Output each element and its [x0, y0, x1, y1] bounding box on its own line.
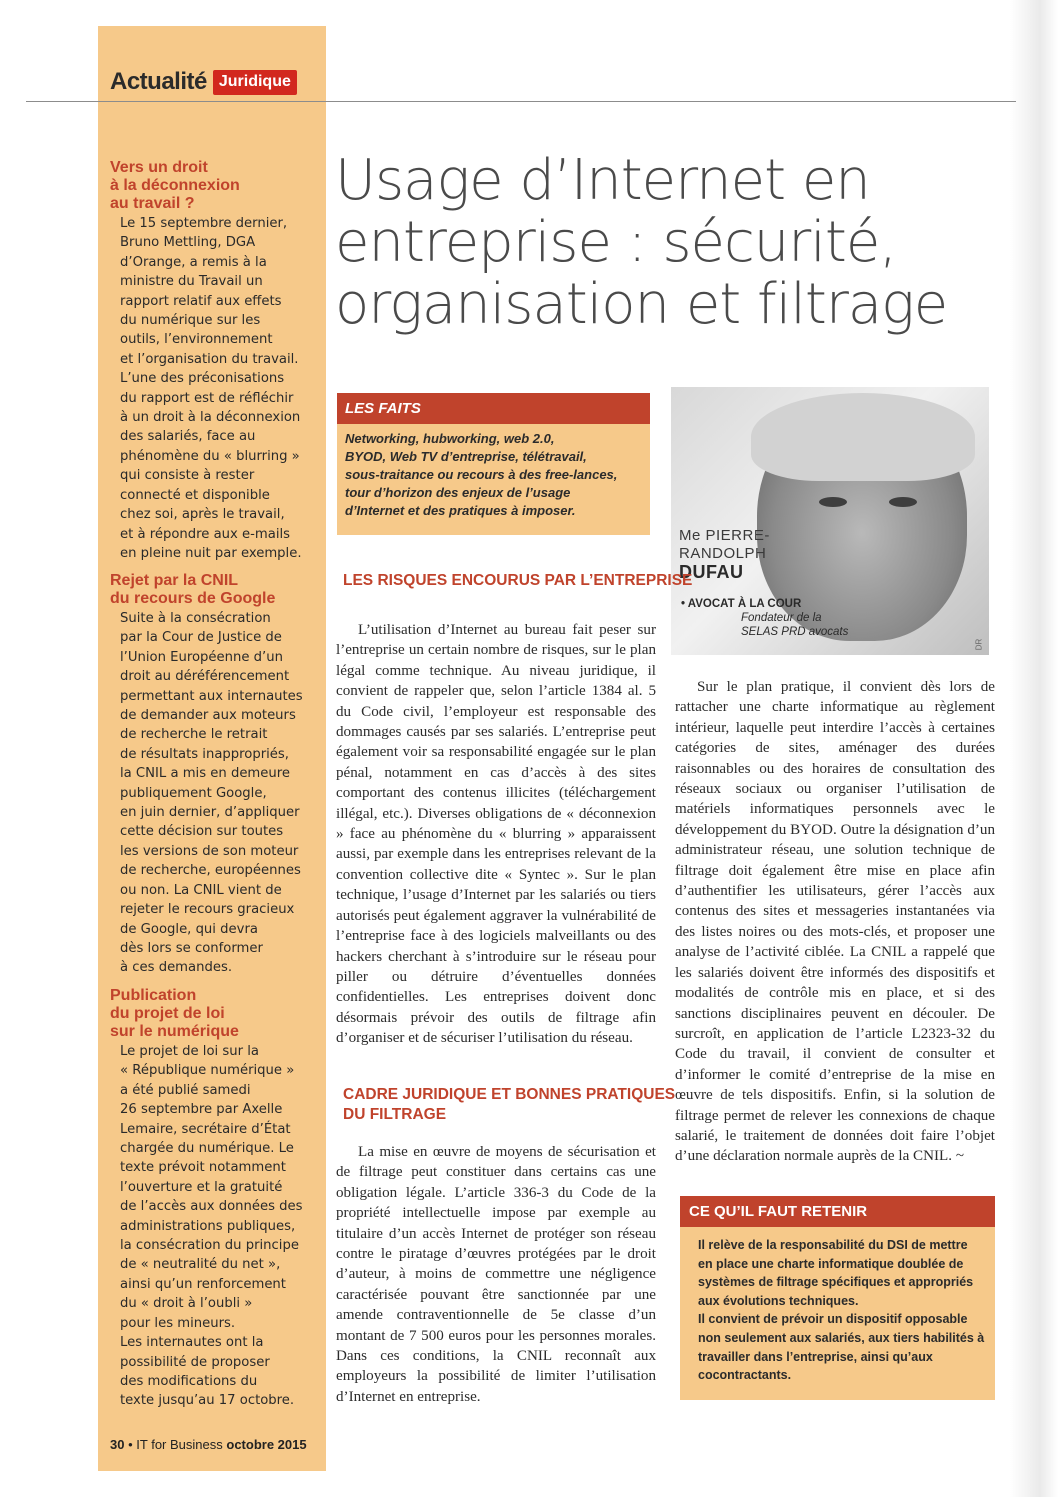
section-text-risques	[336, 620, 656, 1049]
sidebar-body: Suite à la consécration par la Cour de Justice de l’Union Européenne d’un droit au déréférencement permettant aux internautes de demander aux moteurs de recherche le retrait de résultats inappropriés, la CNIL a mis en demeure publiquement Google, en juin dernier, d’appliquer cette décision sur toutes les versions de son moteur de recherche, européennes ou non. La CNIL vient de rejeter le recours gracieux de Google, qui devra dès lors se conformer à ces demandes.	[120, 611, 303, 976]
retenir-point-1: Il relève de la responsabilité du DSI de mettre en place une charte informatique doublée de systèmes de filtrage spécifiques et appropriés aux évolutions techniques.	[698, 1238, 974, 1308]
author-name-line2: RANDOLPH	[679, 545, 767, 562]
sidebar-item-deconnexion	[110, 159, 315, 563]
paragraph: L’utilisation d’Internet au bureau fait peser sur l’entreprise un certain nombre de risques, sur le plan légal comme technique. Au niveau juridique, il convient de rappeler que, selon l’article 1384 al. 5 du Code civil, l’employeur est responsable des dommages causés par ses salariés. L’entreprise peut également voir sa responsabilité engagée sur le plan pénal, notamment en cas d’accès à des sites comportant des contenus illicites (téléchargement illégal, etc.). Diverses obligations de « déconnexion » face au phénomène du « blurring » apparaissent aussi, par exemple dans les entreprises relevant de la convention collective dite « Syntec ». Sur le plan technique, l’usage d’Internet par les salariés ou tiers autorisés peut également aggraver la vulnérabilité de l’entreprise face à des logiciels malveillants ou des hackers cherchant à s’introduire sur le réseau pour piller ou détruire d’éventuelles données confidentielles. Les entreprises doivent donc désormais prévoir des outils de filtrage afin d’organiser et de sécuriser l’utilisation du réseau.	[336, 622, 656, 1047]
masthead-word: Actualité	[110, 68, 207, 95]
sidebar-heading: Rejet par la CNIL du recours de Google	[110, 572, 276, 607]
faits-heading: LES FAITS	[337, 393, 650, 424]
section-heading-cadre-line2: DU FILTRAGE	[343, 1106, 447, 1123]
sidebar-body: Le 15 septembre dernier, Bruno Mettling, DGA d’Orange, a remis à la ministre du Travail un rapport relatif aux effets du numérique sur les outils, l’environnement et l’organisation du travail. L’une des préconisations du rapport est de réfléchir à un droit à la déconnexion des salariés, face au phénomène du « blurring » qui consiste à rester connecté et disponible chez soi, après le travail, et à répondre aux e-mails en pleine nuit par exemple.	[120, 216, 302, 561]
section-heading-cadre	[343, 1085, 675, 1125]
footer-separator: •	[128, 1437, 133, 1452]
retenir-point-2: Il convient de prévoir un dispositif opposable non seulement aux salariés, aux tiers habilités à travailler dans l’entreprise, ainsi qu’aux cocontractants.	[698, 1312, 985, 1383]
portrait-hair	[751, 393, 975, 481]
author-name	[679, 527, 770, 581]
section-text-cadre	[336, 1142, 656, 1407]
footer-date: octobre 2015	[226, 1437, 307, 1452]
faits-box	[337, 393, 650, 535]
header-rule	[26, 101, 1016, 102]
sidebar-heading: Publication du projet de loi sur le numérique	[110, 987, 239, 1040]
faits-body: Networking, hubworking, web 2.0, BYOD, Web TV d’entreprise, télétravail, sous-traitance ou recours à des free-lances, tour d’horizon des enjeux de l’usage d’Internet et des pratiques à imposer.	[345, 431, 618, 518]
masthead	[110, 68, 297, 96]
portrait-eye	[889, 497, 917, 507]
author-role	[681, 597, 848, 639]
article-title: Usage d’Internet en entreprise : sécurité, organisation et filtrage	[335, 148, 948, 337]
sidebar-item-cnil-google	[110, 572, 315, 978]
paragraph: La mise en œuvre de moyens de sécurisation et de filtrage peut constituer dans certains cas une obligation légale. L’article 336-3 du Code de la propriété intellectuelle impose par exemple au titulaire d’un accès Internet de protéger son réseau contre le piratage d’œuvres protégées par le droit d’auteur, à moins de commettre une négligence caractérisée pouvant être sanctionnée par une amende contraventionnelle de 5e classe d’un montant de 7 500 euros pour les personnes morales. Dans ces conditions, la CNIL reconnaît aux employeurs la possibilité de limiter l’utilisation d’Internet en entreprise.	[336, 1144, 656, 1405]
author-name-line1: Me PIERRE-	[679, 527, 770, 544]
author-role-sub2: SELAS PRD avocats	[741, 626, 849, 638]
page-footer	[110, 1437, 307, 1452]
photo-credit: DR	[974, 638, 984, 651]
footer-page-number: 30	[110, 1437, 125, 1452]
column-three-text	[675, 677, 995, 1167]
footer-publication: IT for Business	[136, 1437, 223, 1452]
retenir-box	[680, 1196, 995, 1400]
author-role-sub1: Fondateur de la	[741, 612, 822, 624]
sidebar-heading: Vers un droit à la déconnexion au travail ?	[110, 159, 240, 212]
sidebar-item-projet-loi	[110, 987, 315, 1411]
author-name-line3: DUFAU	[679, 562, 744, 582]
paragraph: Sur le plan pratique, il convient dès lors de rattacher une charte informatique au règlement intérieur, laquelle peut interdire l’accès à certaines catégories de sites, aménager des durées raisonnables ou des horaires de consultation des réseaux sociaux ou organiser l’utilisation de matériels informatiques personnels avec le développement du BYOD. Outre la désignation d’un administrateur réseau, une solution technique de filtrage doit également être mise en place afin d’authentifier les utilisateurs, gérer l’accès aux contenus des sites et messageries instantanées via des listes noires ou des mots-clés, et proposer une analyse de l’activité ciblée. La CNIL a rappelé que les salariés doivent être informés des dispositifs et modalités de contrôle mis en place, et si des sanctions disciplinaires peuvent en découler. De surcroît, en application de l’article L2323-32 du Code du travail, il convient de consulter et d’informer le comité d’entreprise de la mise en œuvre de tels dispositifs. Enfin, si la solution de filtrage permet de relever les connexions de chaque salarié, le traitement de données doit faire l’objet d’une déclaration normale auprès de la CNIL.	[675, 679, 995, 1165]
sidebar-body: Le projet de loi sur la « République numérique » a été publié samedi 26 septembre par Axelle Lemaire, secrétaire d’État chargée du numérique. Le texte prévoit notamment l’ouverture et la gratuité de l’accès aux données des administrations publiques, la consécration du principe de « neutralité du net », ainsi qu’un renforcement du « droit à l’oubli » pour les mineurs. Les internautes ont la possibilité de proposer des modifications du texte jusqu’au 17 octobre.	[120, 1044, 303, 1409]
section-heading-cadre-line1: CADRE JURIDIQUE ET BONNES PRATIQUES	[343, 1086, 676, 1103]
end-mark-icon: ~	[955, 1148, 964, 1165]
author-role-title: • AVOCAT À LA COUR	[681, 598, 802, 610]
masthead-tag: Juridique	[213, 70, 297, 95]
author-photo	[671, 387, 989, 655]
section-heading-risques: LES RISQUES ENCOURUS PAR L’ENTREPRISE	[343, 572, 693, 589]
portrait-eye	[819, 497, 847, 507]
retenir-heading: CE QU’IL FAUT RETENIR	[680, 1196, 995, 1227]
